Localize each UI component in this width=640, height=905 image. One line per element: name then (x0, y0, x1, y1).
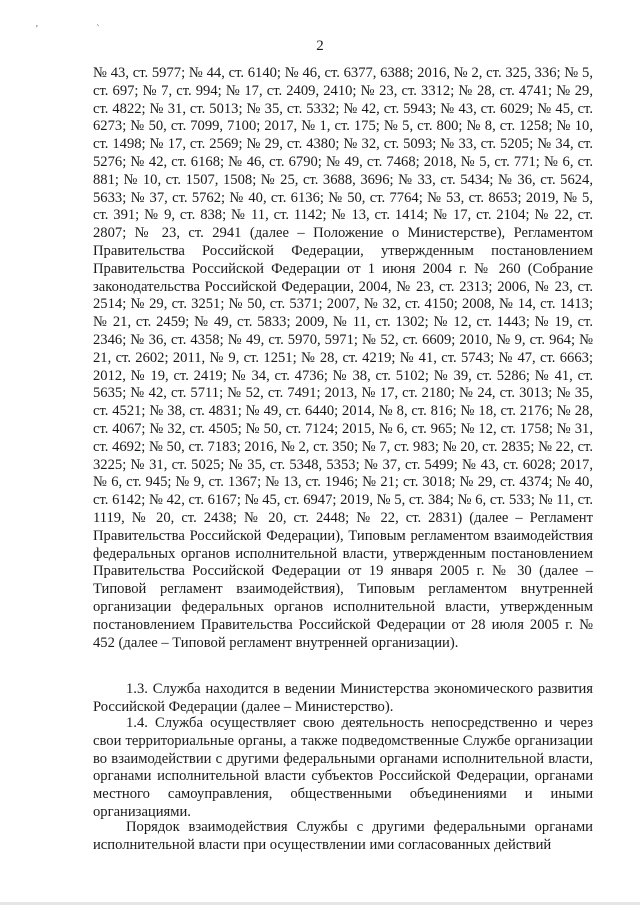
paragraph-1-4: 1.4. Служба осуществляет свою деятельность непосредственно и через свои территориальные органы, а также подведомственные Службе организации во взаимодействии с другими федеральными органами исполнительной власти, органами исполнительной власти субъектов Российской Федерации, органами местного самоуправления, общественными объединениями и иными организациями. (93, 715, 593, 820)
section-1-3 (93, 681, 593, 717)
body-text-continuation (93, 65, 593, 652)
page-number: 2 (316, 38, 324, 54)
scan-corner-marks: ' ` (36, 24, 128, 35)
paragraph-interaction-order: Порядок взаимодействия Службы с другими федеральными органами исполнительной власти при осуществлении ими согласованных действий (93, 819, 593, 853)
section-interaction-order (93, 819, 593, 855)
paragraph-continuation: № 43, ст. 5977; № 44, ст. 6140; № 46, ст. 6377, 6388; 2016, № 2, ст. 325, 336; № 5, ст. 697; № 7, ст. 994; № 17, ст. 2409, 2410; № 23, ст. 3312; № 28, ст. 4741; № 29, ст. 4822; № 31, ст. 5013; № 35, ст. 5332; № 42, ст. 5943; № 43, ст. 6029; № 45, ст. 6273; № 50, ст. 7099, 7100; 2017, № 1, ст. 175; № 5, ст. 800; № 8, ст. 1258; № 10, ст. 1498; № 17, ст. 2569; № 29, ст. 4380; № 32, ст. 5093; № 33, ст. 5205; № 34, ст. 5276; № 42, ст. 6168; № 46, ст. 6790; № 49, ст. 7468; 2018, № 5, ст. 771; № 6, ст. 881; № 10, ст. 1507, 1508; № 25, ст. 3688, 3696; № 33, ст. 5434; № 36, ст. 5624, 5633; № 37, ст. 5762; № 40, ст. 6136; № 50, ст. 7764; № 53, ст. 8653; 2019, № 5, ст. 391; № 9, ст. 838; № 11, ст. 1142; № 13, ст. 1414; № 17, ст. 2104; № 22, ст. 2807; № 23, ст. 2941 (далее – Положение о Министерстве), Регламентом Правительства Российской Федерации, утвержденным постановлением Правительства Российской Федерации от 1 июня 2004 г. № 260 (Собрание законодательства Российской Федерации, 2004, № 23, ст. 2313; 2006, № 23, ст. 2514; № 29, ст. 3251; № 50, ст. 5371; 2007, № 32, ст. 4150; 2008, № 14, ст. 1413; № 21, ст. 2459; № 49, ст. 5833; 2009, № 11, ст. 1302; № 12, ст. 1443; № 19, ст. 2346; № 36, ст. 4358; № 49, ст. 5970, 5971; № 52, ст. 6609; 2010, № 9, ст. 964; № 21, ст. 2602; 2011, № 9, ст. 1251; № 28, ст. 4219; № 41, ст. 5743; № 47, ст. 6663; 2012, № 19, ст. 2419; № 34, ст. 4736; № 38, ст. 5102; № 39, ст. 5286; № 41, ст. 5635; № 42, ст. 5711; № 52, ст. 7491; 2013, № 17, ст. 2180; № 24, ст. 3013; № 35, ст. 4521; № 38, ст. 4831; № 49, ст. 6440; 2014, № 8, ст. 816; № 18, ст. 2176; № 28, ст. 4067; № 32, ст. 4505; № 50, ст. 7124; 2015, № 6, ст. 965; № 12, ст. 1758; № 31, ст. 4692; № 50, ст. 7183; 2016, № 2, ст. 350; № 7, ст. 983; № 20, ст. 2835; № 22, ст. 3225; № 31, ст. 5025; № 35, ст. 5348, 5353; № 37, ст. 5499; № 43, ст. 6028; 2017, № 6, ст. 945; № 9, ст. 1367; № 13, ст. 1946; № 21; ст. 3018; № 29, ст. 4374; № 40, ст. 6142; № 42, ст. 6167; № 45, ст. 6947; 2019, № 5, ст. 384; № 6, ст. 533; № 11, ст. 1119, № 20, ст. 2438; № 20, ст. 2448; № 22, ст. 2831) (далее – Регламент Правительства Российской Федерации), Типовым регламентом взаимодействия федеральных органов исполнительной власти, утвержденным постановлением Правительства Российской Федерации от 19 января 2005 г. № 30 (далее – Типовой регламент взаимодействия), Типовым регламентом внутренней организации федеральных органов исполнительной власти, утвержденным постановлением Правительства Российской Федерации от 28 июля 2005 г. № 452 (далее – Типовой регламент внутренней организации). (93, 65, 593, 651)
section-1-4 (93, 715, 593, 822)
paragraph-1-3: 1.3. Служба находится в ведении Министерства экономического развития Российской Федерации (далее – Министерство). (93, 681, 593, 715)
